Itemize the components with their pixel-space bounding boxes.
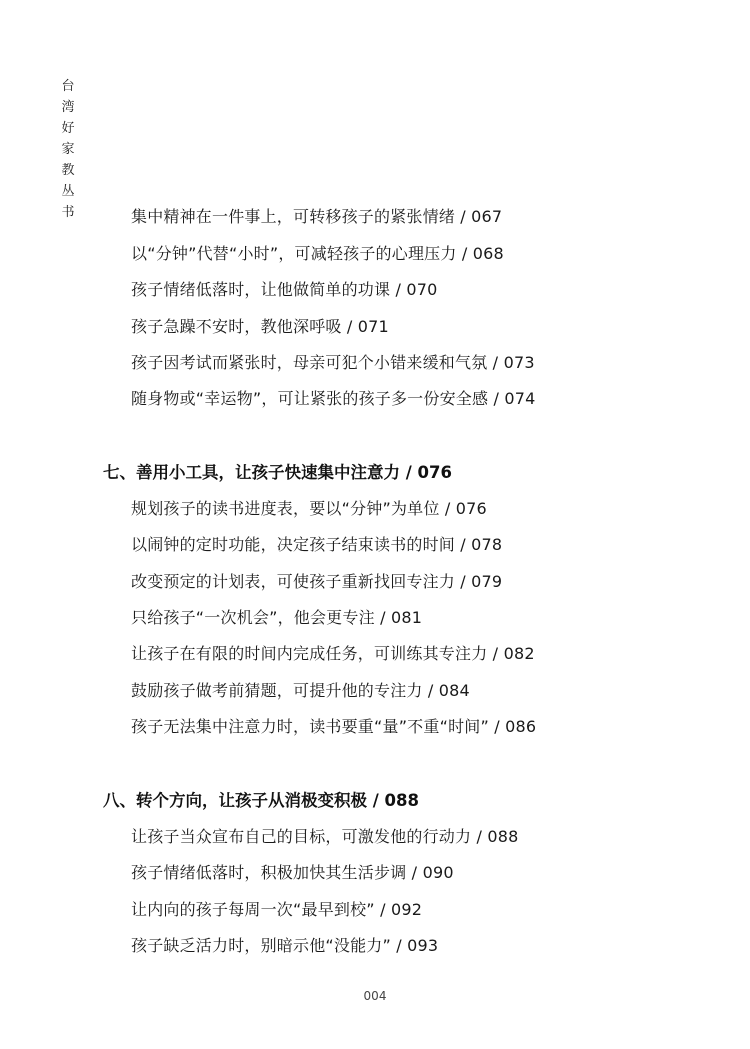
toc-entry: 集中精神在一件事上，可转移孩子的紧张情绪 / 067 xyxy=(131,207,503,226)
toc-entry: 孩子因考试而紧张时，母亲可犯个小错来缓和气氛 / 073 xyxy=(131,353,535,372)
toc-entry: 孩子无法集中注意力时，读书要重“量”不重“时间” / 086 xyxy=(131,717,537,736)
toc-entry: 让孩子在有限的时间内完成任务，可训练其专注力 / 082 xyxy=(131,644,535,663)
page-number: 004 xyxy=(363,989,387,1003)
toc-entry: 让内向的孩子每周一次“最早到校” / 092 xyxy=(131,900,423,919)
toc-entry: 只给孩子“一次机会”，他会更专注 / 081 xyxy=(131,608,423,627)
chapter-heading: 七、善用小工具，让孩子快速集中注意力 / 076 xyxy=(103,463,452,482)
toc-entry: 孩子情绪低落时，积极加快其生活步调 / 090 xyxy=(131,863,454,882)
toc-entry: 孩子情绪低落时，让他做简单的功课 / 070 xyxy=(131,280,438,299)
chapter-heading: 八、转个方向，让孩子从消极变积极 / 088 xyxy=(103,791,419,810)
toc-entry: 孩子缺乏活力时，别暗示他“没能力” / 093 xyxy=(131,936,439,955)
toc-entry: 孩子急躁不安时，教他深呼吸 / 071 xyxy=(131,317,389,336)
toc-entry: 以闹钟的定时功能，决定孩子结束读书的时间 / 078 xyxy=(131,535,503,554)
toc-entry: 鼓励孩子做考前猜题，可提升他的专注力 / 084 xyxy=(131,681,470,700)
toc-entry: 改变预定的计划表，可使孩子重新找回专注力 / 079 xyxy=(131,572,503,591)
toc-entry: 随身物或“幸运物”，可让紧张的孩子多一份安全感 / 074 xyxy=(131,389,536,408)
toc-entry: 让孩子当众宣布自己的目标，可激发他的行动力 / 088 xyxy=(131,827,519,846)
series-title: 台湾好家教丛书 xyxy=(61,79,75,220)
toc-entry: 以“分钟”代替“小时”，可减轻孩子的心理压力 / 068 xyxy=(131,244,504,263)
toc-entry: 规划孩子的读书进度表，要以“分钟”为单位 / 076 xyxy=(131,499,487,518)
